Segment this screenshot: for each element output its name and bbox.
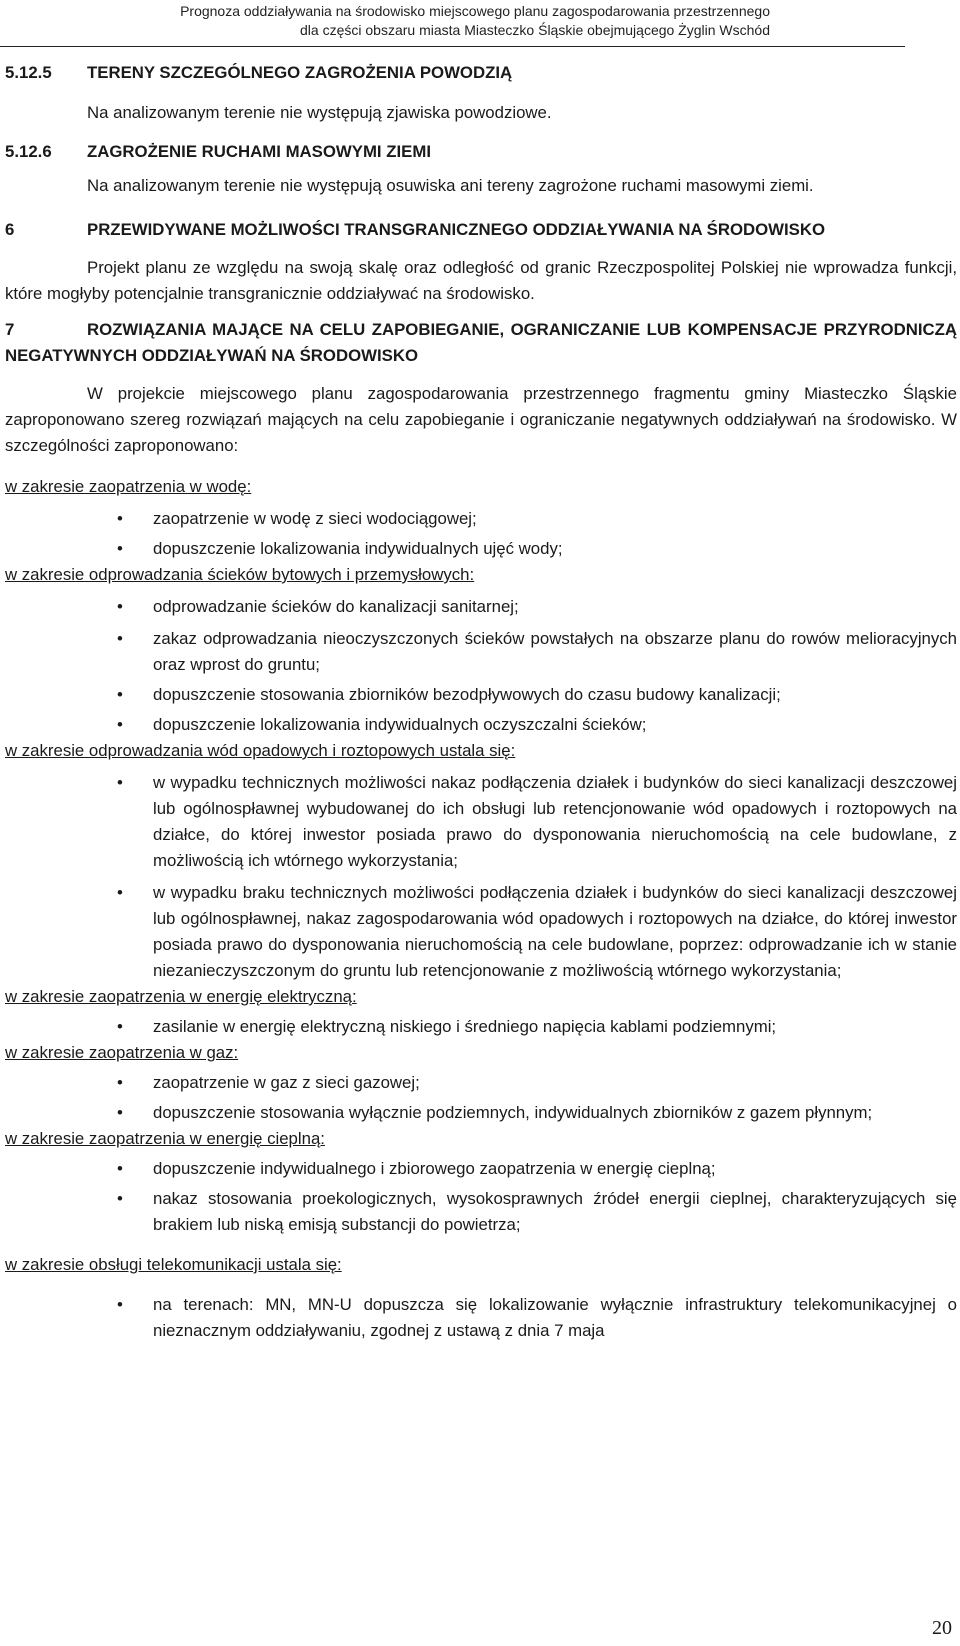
heading-number: 5.12.6 [5, 142, 52, 161]
list-item: • w wypadku braku technicznych możliwości podłączenia działek i budynków do sieci kanalizacji deszczowej lub ogólnospławnej, nakaz zagospodarowania wód opadowych i roztopowych na działce, do której inwestor posiada prawo do dysponowania nieruchomością na cele budowlane, poprzez: odprowadzanie ich w stanie niezanieczyszczonym do gruntu lub retencjonowanie z możliwością wtórnego wykorzystania; [5, 880, 957, 984]
list-item: • dopuszczenie indywidualnego i zbiorowego zaopatrzenia w energię cieplną; [5, 1156, 957, 1182]
heading-5-12-6 [5, 139, 957, 165]
bullet-icon: • [117, 597, 123, 616]
page-header [0, 0, 960, 46]
bullet-icon: • [117, 1295, 123, 1314]
heading-number: 6 [5, 220, 15, 239]
heading-title: PRZEWIDYWANE MOŻLIWOŚCI TRANSGRANICZNEGO ODDZIAŁYWANIA NA ŚRODOWISKO [87, 220, 826, 239]
list-item: • dopuszczenie lokalizowania indywidualnych oczyszczalni ścieków; [5, 712, 957, 738]
bullet-icon: • [117, 629, 123, 648]
header-title-line-2: dla części obszaru miasta Miasteczko Śląskie obejmującego Żyglin Wschód [300, 22, 770, 38]
list-item: • na terenach: MN, MN-U dopuszcza się lokalizowanie wyłącznie infrastruktury telekomunikacyjnej o nieznacznym oddziaływaniu, zgodnej z ustawą z dnia 7 maja [5, 1292, 957, 1344]
list-item: • odprowadzanie ścieków do kanalizacji sanitarnej; [5, 594, 957, 620]
paragraph: Projekt planu ze względu na swoją skalę oraz odległość od granic Rzeczpospolitej Polskiej nie wprowadza funkcji, które mogłyby potencjalnie transgranicznie oddziaływać na środowisko. [5, 258, 957, 303]
list-group-label: w zakresie zaopatrzenia w gaz: [5, 1043, 239, 1062]
heading-7 [5, 317, 957, 369]
list-group-label: w zakresie zaopatrzenia w wodę: [5, 477, 252, 496]
document-body [5, 60, 957, 1344]
list-item: • zasilanie w energię elektryczną niskiego i średniego napięcia kablami podziemnymi; [5, 1014, 957, 1040]
list-item: • zaopatrzenie w gaz z sieci gazowej; [5, 1070, 957, 1096]
bullet-icon: • [117, 773, 123, 792]
heading-number: 5.12.5 [5, 63, 52, 82]
bullet-icon: • [117, 883, 123, 902]
heading-title: TERENY SZCZEGÓLNEGO ZAGROŻENIA POWODZIĄ [87, 63, 513, 82]
paragraph: Na analizowanym terenie nie występują osuwiska ani tereny zagrożone ruchami masowymi ziemi. [87, 176, 814, 195]
list-item: • w wypadku technicznych możliwości nakaz podłączenia działek i budynków do sieci kanalizacji deszczowej lub ogólnospławnej wybudowanej do ich obsługi lub retencjonowanie wód opadowych i roztopowych na działce, do której inwestor posiada prawo do dysponowania nieruchomością na cele budowlane, z możliwością ich wtórnego wykorzystania; [5, 770, 957, 874]
heading-6 [5, 217, 957, 243]
bullet-icon: • [117, 509, 123, 528]
header-title-line-1: Prognoza oddziaływania na środowisko miejscowego planu zagospodarowania przestrzennego [180, 3, 770, 19]
bullet-icon: • [117, 1159, 123, 1178]
list-item: • dopuszczenie stosowania zbiorników bezodpływowych do czasu budowy kanalizacji; [5, 682, 957, 708]
header-rule [0, 46, 905, 47]
bullet-icon: • [117, 1073, 123, 1092]
bullet-icon: • [117, 685, 123, 704]
bullet-icon: • [117, 1189, 123, 1208]
list-group-label: w zakresie odprowadzania ścieków bytowych i przemysłowych: [5, 565, 475, 584]
heading-number: 7 [5, 320, 15, 339]
bullet-icon: • [117, 1103, 123, 1122]
paragraph: Na analizowanym terenie nie występują zjawiska powodziowe. [87, 103, 552, 122]
bullet-icon: • [117, 715, 123, 734]
list-item: • zakaz odprowadzania nieoczyszczonych ścieków powstałych na obszarze planu do rowów melioracyjnych oraz wprost do gruntu; [5, 626, 957, 678]
paragraph: W projekcie miejscowego planu zagospodarowania przestrzennego fragmentu gminy Miasteczko Śląskie zaproponowano szereg rozwiązań mających na celu zapobieganie i ograniczanie negatywnych oddziaływań na środowisko. W szczególności zaproponowano: [5, 384, 957, 455]
bullet-icon: • [117, 539, 123, 558]
list-group-label: w zakresie obsługi telekomunikacji ustala się: [5, 1255, 342, 1274]
list-item: • nakaz stosowania proekologicznych, wysokosprawnych źródeł energii cieplnej, charakteryzujących się brakiem lub niską emisją substancji do powietrza; [5, 1186, 957, 1238]
list-group-label: w zakresie odprowadzania wód opadowych i roztopowych ustala się: [5, 741, 516, 760]
heading-title: ZAGROŻENIE RUCHAMI MASOWYMI ZIEMI [87, 142, 431, 161]
list-group-label: w zakresie zaopatrzenia w energię cieplną: [5, 1129, 325, 1148]
list-group-label: w zakresie zaopatrzenia w energię elektryczną: [5, 987, 357, 1006]
list-item: • dopuszczenie lokalizowania indywidualnych ujęć wody; [5, 536, 957, 562]
page-number: 20 [932, 1617, 952, 1639]
list-item: • zaopatrzenie w wodę z sieci wodociągowej; [5, 506, 957, 532]
list-item: • dopuszczenie stosowania wyłącznie podziemnych, indywidualnych zbiorników z gazem płynnym; [5, 1100, 957, 1126]
heading-title: ROZWIĄZANIA MAJĄCE NA CELU ZAPOBIEGANIE, OGRANICZANIE LUB KOMPENSACJE PRZYRODNICZĄ NEGATYWNYCH ODDZIAŁYWAŃ NA ŚRODOWISKO [5, 320, 957, 365]
bullet-icon: • [117, 1017, 123, 1036]
heading-5-12-5 [5, 60, 957, 86]
